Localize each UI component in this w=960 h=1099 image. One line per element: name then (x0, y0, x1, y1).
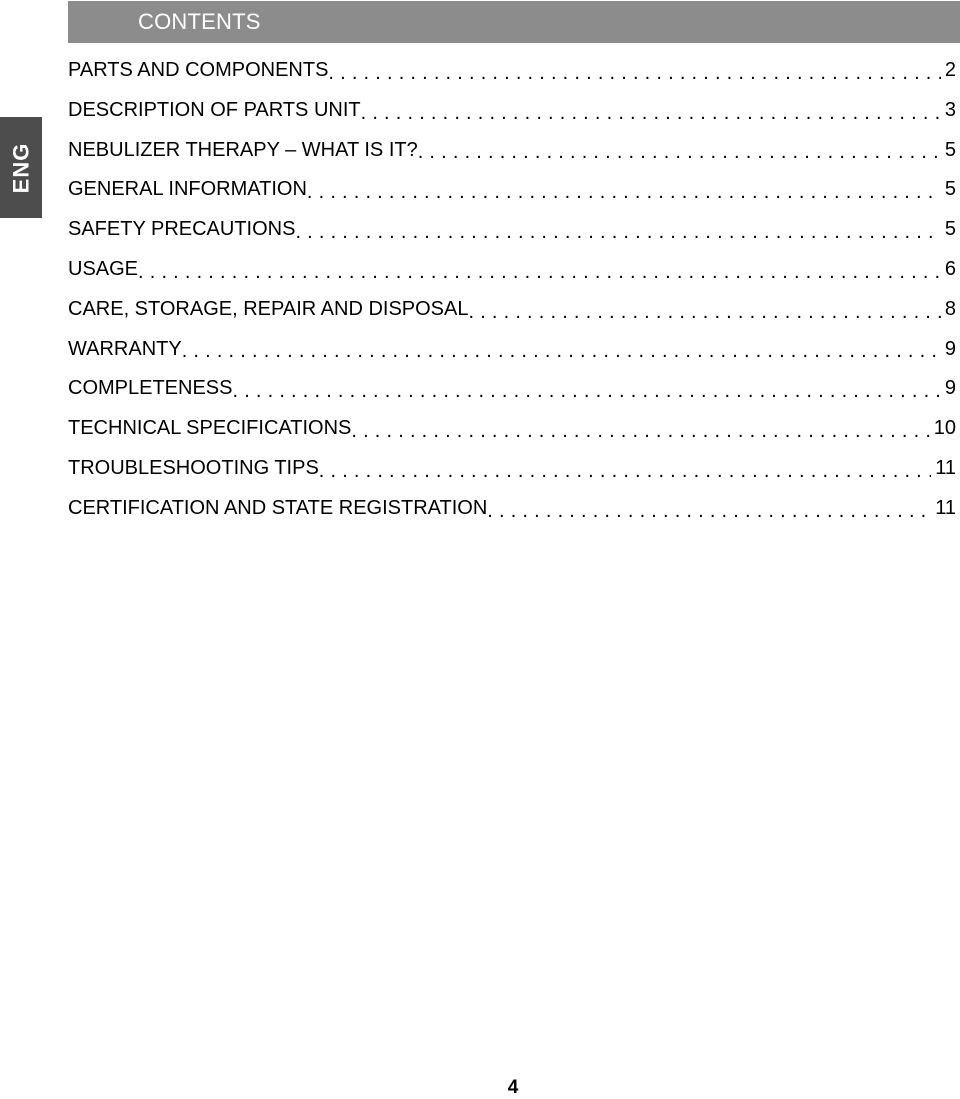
toc-entry-title: COMPLETENESS (68, 377, 233, 400)
toc-leader-dots (418, 140, 941, 164)
toc-entry[interactable] (68, 489, 956, 529)
toc-leader-dots (328, 61, 940, 85)
toc-entry-title: GENERAL INFORMATION (68, 178, 307, 201)
toc-entry-title: WARRANTY (68, 337, 182, 360)
toc-entry-title: NEBULIZER THERAPY – WHAT IS IT? (68, 138, 418, 161)
toc-leader-dots (232, 379, 940, 403)
toc-entry[interactable] (68, 210, 956, 250)
page-title: CONTENTS (138, 9, 261, 34)
toc-entry-title: TROUBLESHOOTING TIPS (68, 456, 319, 479)
toc-leader-dots (307, 180, 941, 204)
toc-entry-page: 9 (944, 337, 956, 360)
toc-entry-page: 9 (944, 377, 956, 400)
toc-entry[interactable] (68, 131, 956, 171)
toc-entry[interactable] (68, 330, 956, 370)
toc-leader-dots (468, 300, 940, 324)
table-of-contents (68, 51, 956, 529)
toc-entry-page: 3 (944, 98, 956, 121)
toc-entry-title: CERTIFICATION AND STATE REGISTRATION (68, 496, 488, 519)
toc-leader-dots (351, 419, 929, 443)
language-tab (0, 117, 42, 218)
toc-entry-title: DESCRIPTION OF PARTS UNIT (68, 98, 361, 121)
toc-leader-dots (487, 499, 931, 523)
page-number: 4 (507, 1077, 519, 1098)
toc-entry[interactable] (68, 369, 956, 409)
toc-entry-page: 10 (933, 417, 956, 440)
toc-entry-page: 5 (944, 178, 956, 201)
toc-leader-dots (361, 101, 941, 125)
toc-entry-title: PARTS AND COMPONENTS (68, 59, 329, 81)
toc-entry-page: 8 (944, 297, 956, 320)
toc-entry[interactable] (68, 449, 956, 489)
language-tab-label: ENG (8, 142, 33, 193)
toc-entry[interactable] (68, 51, 956, 91)
toc-entry[interactable] (68, 290, 956, 330)
toc-entry[interactable] (68, 170, 956, 210)
toc-entry-page: 11 (935, 496, 956, 519)
toc-entry[interactable] (68, 409, 956, 449)
toc-entry-page: 6 (944, 257, 956, 280)
toc-leader-dots (295, 220, 940, 244)
toc-entry-title: TECHNICAL SPECIFICATIONS (68, 417, 352, 440)
toc-entry-title: SAFETY PRECAUTIONS (68, 218, 296, 241)
toc-leader-dots (138, 260, 941, 284)
toc-entry-page: 5 (944, 138, 956, 161)
toc-entry-page: 2 (944, 59, 956, 81)
toc-leader-dots (182, 339, 941, 363)
toc-leader-dots (319, 459, 931, 483)
toc-entry-page: 5 (944, 218, 956, 241)
toc-entry[interactable] (68, 250, 956, 290)
contents-header (68, 1, 960, 43)
toc-entry-title: CARE, STORAGE, REPAIR AND DISPOSAL (68, 297, 469, 320)
toc-entry[interactable] (68, 91, 956, 131)
toc-entry-title: USAGE (68, 257, 139, 280)
toc-entry-page: 11 (935, 456, 956, 479)
